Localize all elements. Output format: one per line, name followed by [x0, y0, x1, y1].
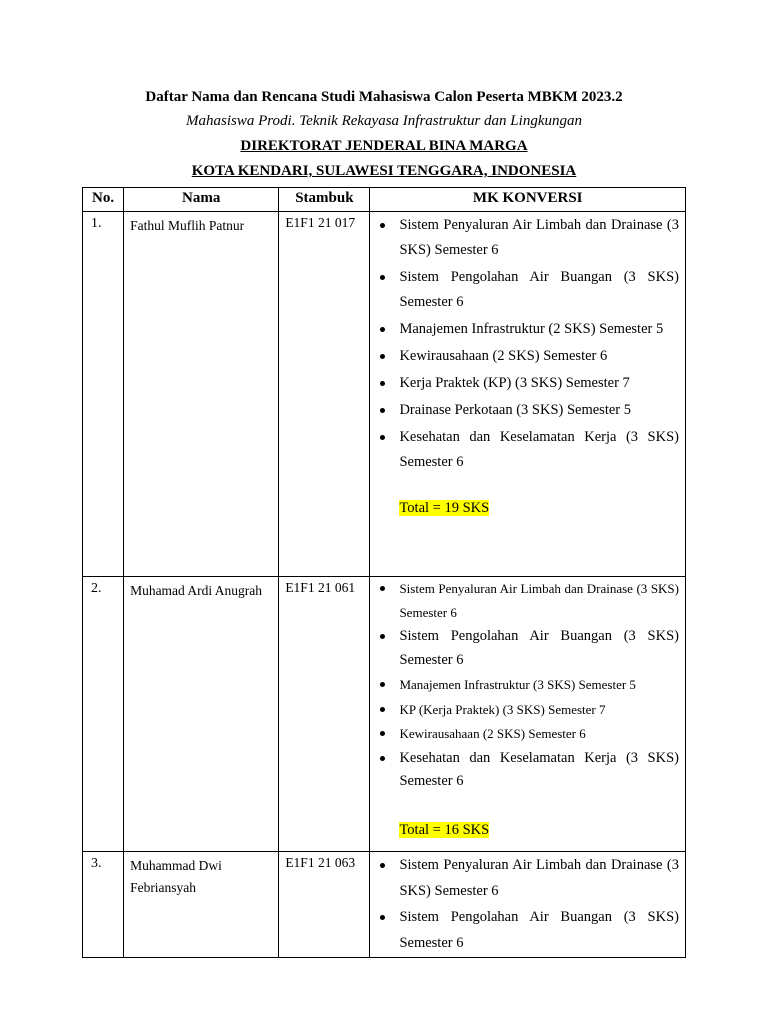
table-row	[83, 577, 686, 852]
course-item: Kewirausahaan (2 SKS) Semester 6	[370, 722, 679, 746]
table-row	[83, 212, 686, 577]
total-sks	[370, 497, 679, 520]
course-list	[370, 852, 679, 956]
document-subtitle: Mahasiswa Prodi. Teknik Rekayasa Infrastruktur dan Lingkungan	[186, 113, 582, 129]
column-header-mk-konversi: MK KONVERSI	[370, 188, 686, 212]
column-header-nama: Nama	[124, 188, 279, 212]
course-item: Sistem Pengolahan Air Buangan (3 SKS) Semester 6	[370, 905, 679, 956]
course-item: Sistem Penyaluran Air Limbah dan Drainase (3 SKS) Semester 6	[370, 577, 679, 624]
course-item: Sistem Penyaluran Air Limbah dan Drainase (3 SKS) Semester 6	[370, 853, 679, 904]
course-item: Kesehatan dan Keselamatan Kerja (3 SKS) Semester 6	[370, 425, 679, 475]
course-cell	[370, 852, 686, 958]
course-item: Sistem Pengolahan Air Buangan (3 SKS) Semester 6	[370, 625, 679, 672]
course-item: Kesehatan dan Keselamatan Kerja (3 SKS) Semester 6	[370, 747, 679, 794]
student-stambuk: E1F1 21 061	[279, 577, 370, 852]
row-number: 1.	[83, 212, 124, 577]
column-header-stambuk: Stambuk	[279, 188, 370, 212]
student-stambuk: E1F1 21 017	[279, 212, 370, 577]
document-title: Daftar Nama dan Rencana Studi Mahasiswa Calon Peserta MBKM 2023.2	[145, 89, 623, 105]
course-cell	[370, 212, 686, 577]
course-item: Manajemen Infrastruktur (3 SKS) Semester 5	[370, 673, 679, 697]
location-heading: KOTA KENDARI, SULAWESI TENGGARA, INDONESIA	[191, 163, 577, 179]
course-item: Drainase Perkotaan (3 SKS) Semester 5	[370, 398, 679, 423]
student-name: Fathul Muflih Patnur	[124, 212, 279, 577]
course-cell	[370, 577, 686, 852]
table-row	[83, 852, 686, 958]
column-header-no: No.	[83, 188, 124, 212]
course-list	[370, 212, 679, 475]
table-header-row	[83, 188, 686, 212]
course-item: Manajemen Infrastruktur (2 SKS) Semester 5	[370, 317, 679, 342]
course-item: KP (Kerja Praktek) (3 SKS) Semester 7	[370, 698, 679, 722]
course-item: Sistem Pengolahan Air Buangan (3 SKS) Semester 6	[370, 265, 679, 315]
row-number: 3.	[83, 852, 124, 958]
course-item: Kewirausahaan (2 SKS) Semester 6	[370, 344, 679, 369]
student-stambuk: E1F1 21 063	[279, 852, 370, 958]
total-sks	[370, 819, 679, 843]
total-sks-highlight: Total = 16 SKS	[399, 821, 490, 838]
student-table	[82, 187, 686, 958]
total-sks-highlight: Total = 19 SKS	[399, 500, 490, 516]
row-number: 2.	[83, 577, 124, 852]
course-item: Kerja Praktek (KP) (3 SKS) Semester 7	[370, 371, 679, 396]
course-list	[370, 577, 679, 794]
course-item: Sistem Penyaluran Air Limbah dan Drainase (3 SKS) Semester 6	[370, 213, 679, 263]
student-name: Muhamad Ardi Anugrah	[124, 577, 279, 852]
student-name: Muhammad Dwi Febriansyah	[124, 852, 279, 958]
directorate-heading: DIREKTORAT JENDERAL BINA MARGA	[240, 138, 528, 154]
